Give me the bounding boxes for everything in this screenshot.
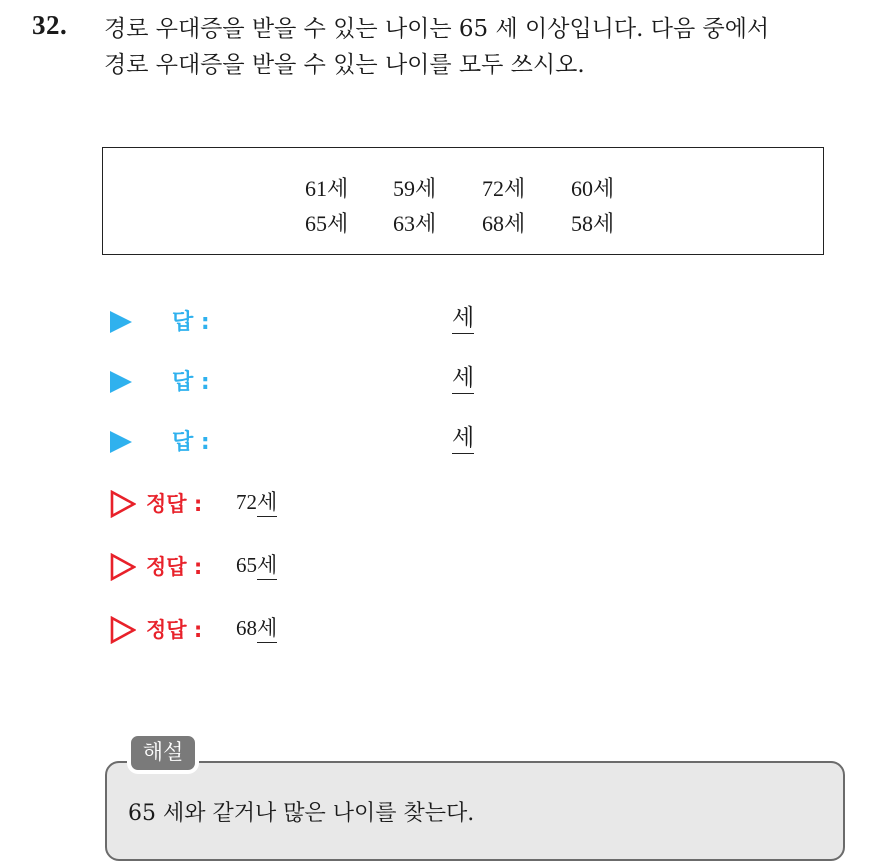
age-item: 65세 <box>305 211 349 236</box>
hollow-triangle-icon <box>110 490 136 518</box>
question-line-2: 경로 우대증을 받을 수 있는 나이를 모두 쓰시오. <box>104 52 585 78</box>
correct-number: 68 <box>236 616 257 640</box>
answer-label: 답 : <box>172 370 210 395</box>
question-number: 32. <box>32 10 68 40</box>
explanation-text: 65 세와 같거나 많은 나이를 찾는다. <box>128 801 475 826</box>
correct-value <box>236 551 277 580</box>
answer-row-1[interactable] <box>0 303 884 343</box>
correct-label: 정답 : <box>146 555 203 579</box>
correct-answer-row-1 <box>0 484 884 524</box>
play-arrow-icon <box>110 311 132 333</box>
correct-unit: 세 <box>257 488 277 517</box>
hollow-triangle-icon <box>110 553 136 581</box>
age-item: 68세 <box>482 211 526 236</box>
play-arrow-icon <box>110 431 132 453</box>
correct-number: 72 <box>236 490 257 514</box>
answer-row-3[interactable] <box>0 423 884 463</box>
play-arrow-icon <box>110 371 132 393</box>
correct-unit: 세 <box>257 614 277 643</box>
age-item: 58세 <box>571 211 615 236</box>
correct-label: 정답 : <box>146 618 203 642</box>
hollow-triangle-icon <box>110 616 136 644</box>
age-item: 60세 <box>571 176 615 201</box>
age-item: 72세 <box>482 176 526 201</box>
correct-answer-row-3 <box>0 610 884 650</box>
correct-label: 정답 : <box>146 492 203 516</box>
answer-label: 답 : <box>172 310 210 335</box>
age-item: 59세 <box>393 176 437 201</box>
correct-answer-row-2 <box>0 547 884 587</box>
answer-row-2[interactable] <box>0 363 884 403</box>
answer-unit: 세 <box>452 303 474 334</box>
ages-box <box>102 147 824 255</box>
age-item: 63세 <box>393 211 437 236</box>
explanation-tag: 해설 <box>127 732 199 774</box>
answer-unit: 세 <box>452 363 474 394</box>
answer-label: 답 : <box>172 430 210 455</box>
answer-unit: 세 <box>452 423 474 454</box>
correct-unit: 세 <box>257 551 277 580</box>
correct-value <box>236 614 277 643</box>
question-text <box>104 11 874 83</box>
correct-value <box>236 488 277 517</box>
question-line-1: 경로 우대증을 받을 수 있는 나이는 65 세 이상입니다. 다음 중에서 <box>104 16 770 42</box>
age-item: 61세 <box>305 176 349 201</box>
correct-number: 65 <box>236 553 257 577</box>
